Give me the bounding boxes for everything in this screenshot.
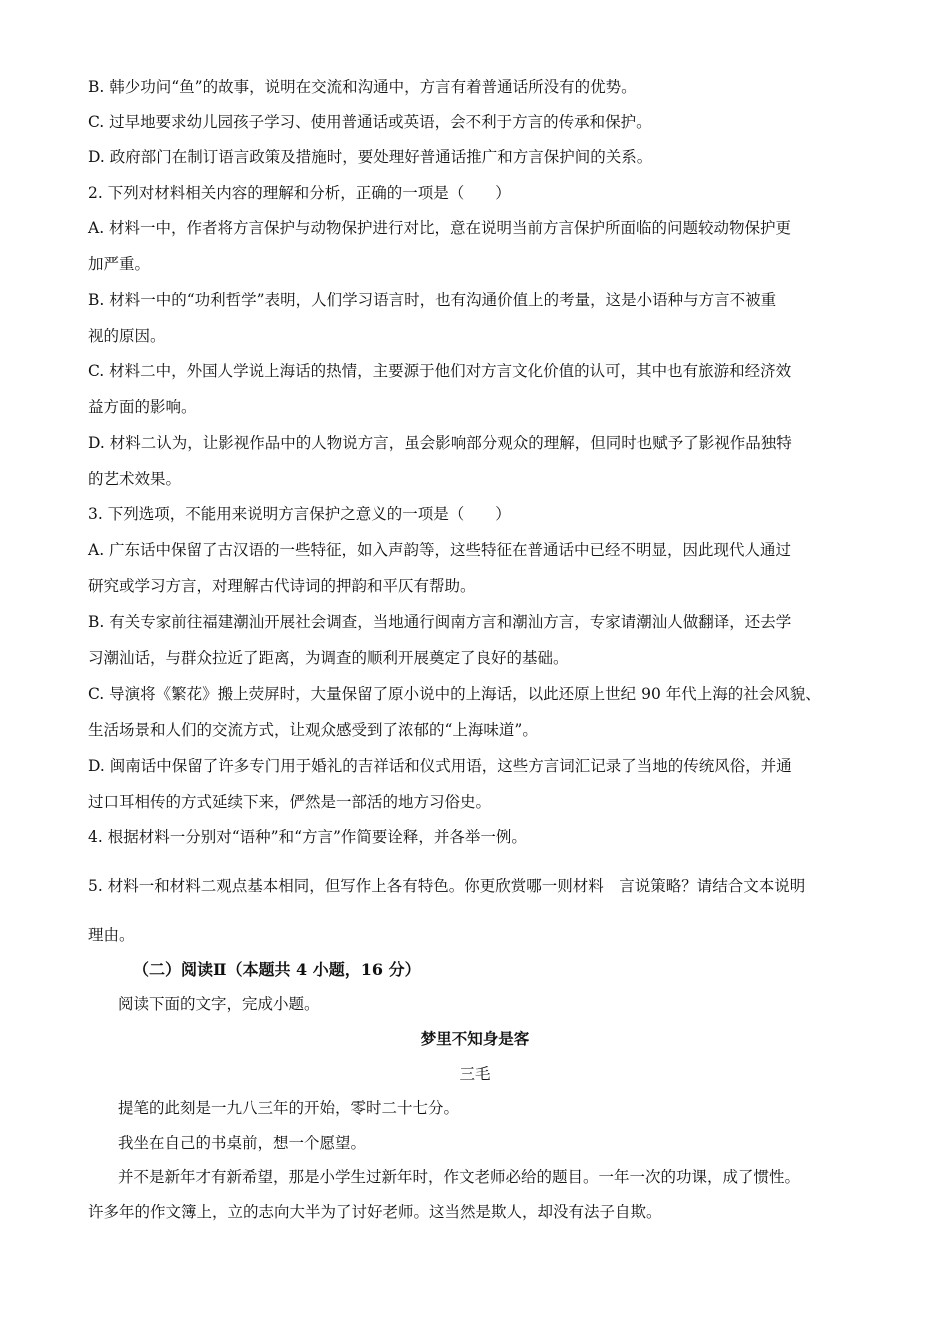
q1-option-c: C. 过早地要求幼儿园孩子学习、使用普通话或英语，会不利于方言的传承和保护。 <box>88 113 652 131</box>
q2-option-b-line1: B. 材料一中的“功利哲学”表明，人们学习语言时，也有沟通价值上的考量，这是小语种与方言不被重 <box>88 291 777 309</box>
essay-paragraph-1: 提笔的此刻是一九八三年的开始，零时二十七分。 <box>118 1099 460 1117</box>
essay-author: 三毛 <box>459 1065 491 1083</box>
q3-option-c-line1: C. 导演将《繁花》搬上荧屏时，大量保留了原小说中的上海话，以此还原上世纪 90 年代上海的社会风貌、 <box>88 685 821 703</box>
q2-option-a-line2: 加严重。 <box>88 255 151 273</box>
q3-option-b-line1: B. 有关专家前往福建潮汕开展社会调查，当地通行闽南方言和潮汕方言，专家请潮汕人做翻译，还去学 <box>88 613 792 631</box>
q2-option-b-line2: 视的原因。 <box>88 327 166 345</box>
q3-option-c-line2: 生活场景和人们的交流方式，让观众感受到了浓郁的“上海味道”。 <box>88 721 538 739</box>
q5-stem-line1: 5. 材料一和材料二观点基本相同，但写作上各有特色。你更欣赏哪一则材料 言说策略？请结合文本说明 <box>88 877 806 895</box>
essay-paragraph-3-line2: 许多年的作文簿上，立的志向大半为了讨好老师。这当然是欺人，却没有法子自欺。 <box>88 1203 662 1221</box>
q2-option-d-line2: 的艺术效果。 <box>88 470 182 488</box>
section-instruction: 阅读下面的文字，完成小题。 <box>118 995 320 1013</box>
essay-paragraph-3-line1: 并不是新年才有新希望，那是小学生过新年时，作文老师必给的题目。一年一次的功课，成了惯性。 <box>118 1168 801 1186</box>
section-heading: （二）阅读Ⅱ（本题共 4 小题，16 分） <box>133 960 421 979</box>
essay-title: 梦里不知身是客 <box>420 1029 530 1048</box>
essay-paragraph-2: 我坐在自己的书桌前，想一个愿望。 <box>118 1134 367 1152</box>
q2-option-c-line1: C. 材料二中，外国人学说上海话的热情，主要源于他们对方言文化价值的认可，其中也有旅游和经济效 <box>88 362 792 380</box>
q2-stem: 2. 下列对材料相关内容的理解和分析，正确的一项是（ ） <box>88 184 511 202</box>
q3-option-a-line2: 研究或学习方言，对理解古代诗词的押韵和平仄有帮助。 <box>88 577 476 595</box>
q3-option-b-line2: 习潮汕话，与群众拉近了距离，为调查的顺利开展奠定了良好的基础。 <box>88 649 569 667</box>
q2-option-a-line1: A. 材料一中，作者将方言保护与动物保护进行对比，意在说明当前方言保护所面临的问题较动物保护更 <box>88 219 792 237</box>
q1-option-b: B. 韩少功问“鱼”的故事，说明在交流和沟通中，方言有着普通话所没有的优势。 <box>88 78 637 96</box>
q4-stem: 4. 根据材料一分别对“语种”和“方言”作简要诠释，并各举一例。 <box>88 828 527 846</box>
q3-option-d-line2: 过口耳相传的方式延续下来，俨然是一部活的地方习俗史。 <box>88 793 492 811</box>
q2-option-d-line1: D. 材料二认为，让影视作品中的人物说方言，虽会影响部分观众的理解，但同时也赋予了影视作品独特 <box>88 434 792 452</box>
q2-option-c-line2: 益方面的影响。 <box>88 398 197 416</box>
q3-stem: 3. 下列选项，不能用来说明方言保护之意义的一项是（ ） <box>88 505 511 523</box>
q3-option-a-line1: A. 广东话中保留了古汉语的一些特征，如入声韵等，这些特征在普通话中已经不明显，因此现代人通过 <box>88 541 792 559</box>
q5-stem-line2: 理由。 <box>88 926 135 944</box>
q3-option-d-line1: D. 闽南话中保留了许多专门用于婚礼的吉祥话和仪式用语，这些方言词汇记录了当地的传统风俗，并通 <box>88 757 792 775</box>
q1-option-d: D. 政府部门在制订语言政策及措施时，要处理好普通话推广和方言保护间的关系。 <box>88 148 653 166</box>
